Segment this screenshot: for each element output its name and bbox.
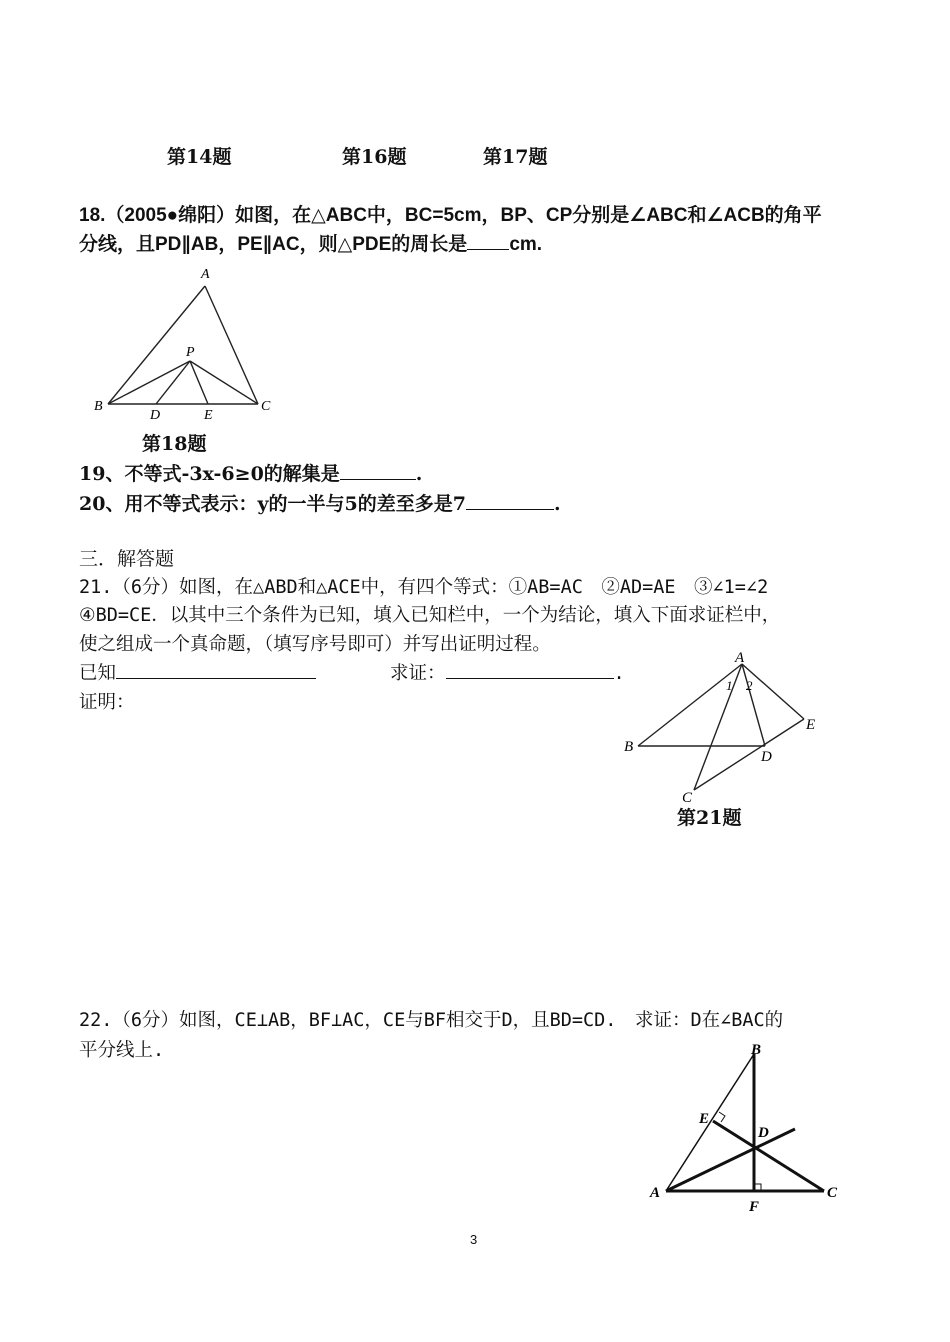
q21-known-blank[interactable]: [116, 660, 316, 679]
q21-prove-row: [390, 659, 625, 685]
q21-label-e: E: [806, 717, 816, 733]
page-number: 3: [470, 1232, 478, 1247]
q22-label-d: D: [758, 1125, 769, 1141]
q18-label-p: P: [186, 345, 195, 360]
q18-label-a: A: [201, 267, 210, 282]
q21-figure: [620, 648, 830, 806]
q21-prove-end: .: [613, 663, 625, 684]
q21-line1: 21.（6分）如图，在△ABD和△ACE中，有四个等式：①AB=AC ②AD=AE ③∠1=∠2: [79, 577, 769, 598]
q22-label-c: C: [827, 1185, 838, 1201]
q18-answer-blank[interactable]: [467, 231, 509, 250]
caption-q21: 第21题: [677, 807, 742, 829]
q21-seg-ce: [694, 719, 804, 790]
q18-seg-bp: [108, 361, 190, 404]
q19: [79, 459, 422, 486]
q20-end: .: [553, 493, 561, 515]
q22-label-a: A: [650, 1185, 661, 1201]
q21-prove-label: 求证：: [390, 663, 446, 684]
q20-answer-blank[interactable]: [466, 491, 554, 510]
q18-line2-unit: cm.: [509, 234, 543, 255]
q21-label-1: 1: [726, 678, 733, 693]
q21-proof-label: 证明：: [79, 692, 135, 713]
q21-label-a: A: [735, 650, 745, 666]
q21-known-label: 已知: [79, 663, 117, 684]
q20: [79, 489, 561, 516]
q21-label-c: C: [682, 790, 693, 806]
q21-prove-blank[interactable]: [446, 660, 614, 679]
q21-label-2: 2: [746, 678, 753, 693]
q21-label-b: B: [624, 739, 634, 755]
q22-label-b: B: [751, 1042, 762, 1058]
caption-q18: 第18题: [142, 433, 207, 455]
q19-answer-blank[interactable]: [340, 461, 416, 480]
q21-seg-ad: [742, 664, 765, 746]
q19-end: .: [415, 463, 423, 485]
q21-line2: ④BD=CE．以其中三个条件为已知，填入已知栏中，一个为结论，填入下面求证栏中，: [79, 605, 781, 626]
q18-line2: [79, 229, 542, 256]
q18-line1: 18.（2005●绵阳）如图，在△ABC中，BC=5cm，BP、CP分别是∠ABC和∠ACB的角平: [79, 205, 822, 226]
q22-label-e: E: [699, 1111, 710, 1127]
q18-figure: [90, 262, 280, 428]
q18-label-c: C: [261, 399, 271, 414]
section-3-heading: 三．解答题: [79, 548, 175, 570]
q21-line3: 使之组成一个真命题，（填写序号即可）并写出证明过程。: [79, 634, 551, 655]
q18-seg-pd: [156, 361, 190, 404]
q22-line1: 22.（6分）如图，CE⊥AB，BF⊥AC，CE与BF相交于D，且BD=CD. 求证：D在∠BAC的: [79, 1010, 784, 1031]
q21-label-d: D: [761, 749, 772, 765]
caption-q16: 第16题: [342, 146, 407, 168]
q18-label-b: B: [94, 399, 103, 414]
caption-q14: 第14题: [167, 146, 232, 168]
q18-label-e: E: [204, 408, 213, 423]
q20-text: 20、用不等式表示：y的一半与5的差至多是7: [79, 493, 466, 515]
q22-label-f: F: [749, 1199, 760, 1215]
q22-figure: [645, 1036, 850, 1216]
q19-text: 19、不等式-3x-6≥0的解集是: [79, 463, 340, 485]
q18-side-ac: [205, 286, 258, 404]
q18-label-d: D: [150, 408, 161, 423]
q22-right-angle-e: [719, 1112, 725, 1122]
q21-known-row: [79, 659, 316, 685]
q18-line2-text: 分线，且PD∥AB，PE∥AC，则△PDE的周长是: [79, 234, 468, 255]
q22-line2: 平分线上.: [79, 1040, 165, 1061]
caption-q17: 第17题: [483, 146, 548, 168]
